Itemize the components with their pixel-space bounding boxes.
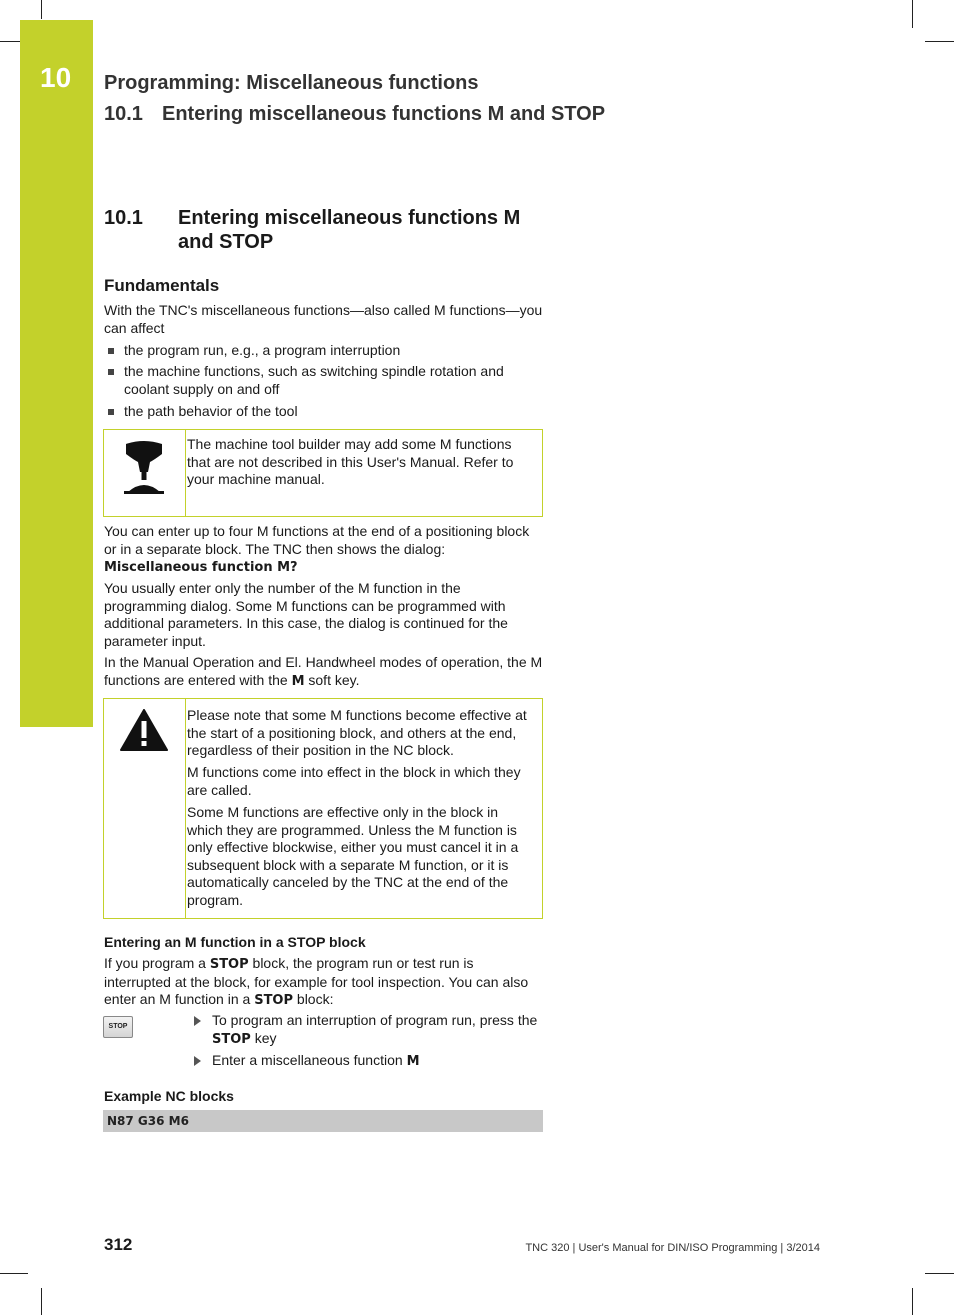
stop-block-heading: Entering an M function in a STOP block — [104, 934, 366, 950]
bullet-icon — [108, 348, 114, 354]
key-name: STOP — [254, 993, 294, 1009]
softkey-name: M — [291, 673, 305, 689]
warning-text-1: Please note that some M functions become effective at the start of a positioning block, and others at the end, regardless of their position in the NC block. — [187, 707, 527, 759]
machine-note — [103, 429, 543, 517]
arrow-right-icon — [194, 1056, 201, 1066]
crop-mark — [912, 0, 913, 28]
step-item — [192, 1052, 542, 1071]
fundamentals-intro: With the TNC's miscellaneous functions—also called M functions—you can affect — [104, 302, 543, 336]
step-text: To program an interruption of program run, press the — [212, 1012, 538, 1028]
stop-block-paragraph — [104, 955, 544, 1010]
crop-mark — [0, 1273, 28, 1274]
list-item-text: the machine functions, such as switching spindle rotation and coolant supply on and off — [124, 363, 504, 397]
warning-text-2: M functions come into effect in the block in which they are called. — [187, 764, 521, 798]
crop-mark — [0, 41, 20, 42]
machine-tool-icon — [124, 440, 164, 496]
machine-note-text: The machine tool builder may add some M functions that are not described in this User's Manual. Refer to your machine manual. — [187, 436, 514, 488]
paragraph-text: You can enter up to four M functions at the end of a positioning block or in a separate block. The TNC then shows the dialog: — [104, 523, 530, 557]
bullet-icon — [108, 369, 114, 375]
list-item-text: the program run, e.g., a program interruption — [124, 342, 401, 358]
paragraph-text: In the Manual Operation and El. Handwheel modes of operation, the M functions are entered with the — [104, 654, 543, 688]
key-name: STOP — [212, 1031, 251, 1047]
list-item — [104, 403, 544, 421]
note-icon-cell — [104, 430, 186, 516]
paragraph-text: block: — [296, 991, 334, 1008]
running-header-section-number: 10.1 — [104, 103, 143, 125]
running-header-chapter: Programming: Miscellaneous functions — [104, 72, 479, 94]
crop-mark — [912, 1288, 913, 1315]
note-text-cell — [187, 699, 542, 918]
paragraph-manual-mode — [104, 654, 544, 690]
key-name: STOP — [209, 957, 249, 972]
nc-code-block: N87 G36 M6 — [103, 1110, 543, 1132]
stop-key-button[interactable]: STOP — [103, 1016, 133, 1038]
paragraph-dialog — [104, 523, 544, 577]
example-heading: Example NC blocks — [104, 1088, 234, 1104]
key-name: M — [406, 1054, 420, 1069]
warning-note — [103, 698, 543, 919]
paragraph-text: soft key. — [308, 671, 360, 688]
note-text-cell — [187, 430, 542, 516]
note-icon-cell — [104, 699, 186, 918]
chapter-number: 10 — [40, 62, 72, 93]
list-item-text: the path behavior of the tool — [124, 403, 298, 419]
crop-mark — [41, 0, 42, 19]
crop-mark — [925, 1273, 954, 1274]
list-item — [104, 342, 544, 360]
page-number: 312 — [104, 1235, 133, 1254]
warning-icon — [120, 709, 168, 751]
section-number: 10.1 — [104, 207, 143, 229]
running-header-section-title: Entering miscellaneous functions M and STOP — [162, 103, 606, 125]
crop-mark — [925, 41, 954, 42]
paragraph-text: If you program a — [104, 955, 206, 971]
list-item — [104, 363, 544, 398]
bullet-icon — [108, 409, 114, 415]
chapter-tab — [20, 20, 93, 727]
step-text: key — [254, 1029, 277, 1046]
fundamentals-heading: Fundamentals — [104, 276, 220, 295]
paragraph-text: block, the program run or test run is interrupted at the block, for example for tool inspection. You can also enter an M function in a — [104, 955, 529, 1008]
crop-mark — [41, 1288, 42, 1315]
paragraph-parameters: You usually enter only the number of the M function in the programming dialog. Some M functions can be programmed with additional parameters. In this case, the dialog is continued for the parameter input. — [104, 580, 508, 649]
warning-text-3: Some M functions are effective only in the block in which they are programmed. Unless the M function is only effective blockwise, either you must cancel it in a subsequent block with a separate M function, or it is automatically canceled by the TNC at the end of the program. — [187, 803, 519, 908]
running-header-section — [104, 103, 605, 126]
arrow-right-icon — [194, 1016, 201, 1026]
step-text: Enter a miscellaneous function — [212, 1052, 403, 1068]
step-item — [192, 1012, 542, 1048]
footer-text: TNC 320 | User's Manual for DIN/ISO Programming | 3/2014 — [525, 1242, 820, 1254]
dialog-text: Miscellaneous function M? — [104, 560, 298, 576]
section-title-text: Entering miscellaneous functions M and STOP — [178, 207, 521, 253]
